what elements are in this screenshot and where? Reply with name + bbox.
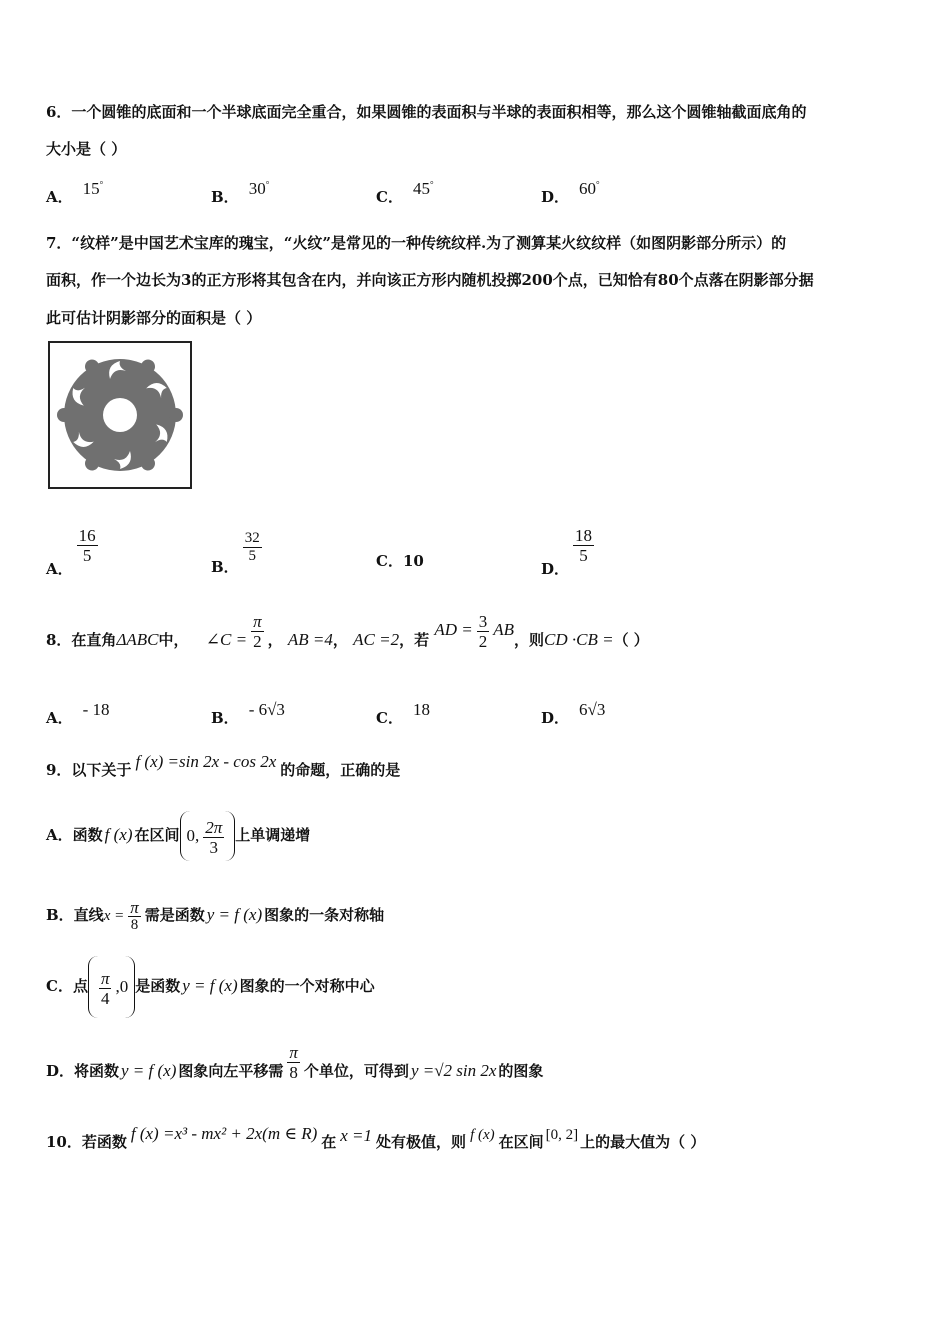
q7-option-d-fraction: $\frac{18}{5}$ [575, 526, 593, 565]
q8-triangle: ΔABC [116, 630, 159, 649]
q7-stem-line2: 面积，作一个边长为3的正方形将其包含在内，并向该正方形内随机投掷200个点，已知恰有80个点落在阴影部分据 [46, 271, 814, 289]
q7-stem-line1: 7．“纹样”是中国艺术宝库的瑰宝，“火纹”是常见的一种传统纹样.为了测算某火纹纹样（如图阴影部分所示）的 [46, 234, 787, 252]
q8-ab: AB =4 [287, 630, 333, 649]
q6-option-c[interactable]: C． 45° [376, 179, 434, 206]
q6-option-c-value: 45° [412, 179, 434, 198]
q9-option-c[interactable]: C．点 $\frac{\pi}{4}$ ,0 是函数 y = f (x) 图象的一个对称中心 [46, 955, 375, 1018]
q7-option-c-value: 10 [402, 552, 424, 570]
q8-option-b-value: - 6√3 [248, 700, 285, 719]
q8-option-a-value: - 18 [82, 700, 110, 719]
q8-ad-fraction: $\frac{3}{2}$ [478, 611, 488, 651]
q8-ac: AC =2 [353, 630, 400, 649]
q8-option-d[interactable]: D． 6√3 [541, 700, 606, 727]
q9-stem: 9．以下关于 f (x) =sin 2x - cos 2x 的命题，正确的是 [46, 752, 401, 779]
q7-option-a[interactable]: A． $\frac{16}{5}$ [46, 526, 96, 578]
q8-option-b[interactable]: B． - 6√3 [211, 700, 285, 727]
q8-ad: AD = [434, 620, 473, 639]
q6-option-a-value: 15° [82, 179, 104, 198]
q8-option-a[interactable]: A． - 18 [46, 700, 110, 727]
q10-stem: 10．若函数 f (x) =x³ - mx² + 2x(m ∈ R) 在 x =1 处有极值，则 f (x) 在区间 [0, 2] 上的最大值为（ ） [46, 1124, 706, 1151]
q10-interval: [0, 2] [545, 1127, 579, 1143]
q9-c-point: $\frac{\pi}{4}$ ,0 [88, 956, 135, 1018]
fire-pattern-figure [48, 341, 192, 489]
q7-option-a-fraction: $\frac{16}{5}$ [78, 526, 96, 565]
q9-function: f (x) =sin 2x - cos 2x [135, 752, 277, 771]
q6-stem-line2: 大小是（ ） [46, 140, 127, 158]
q10-function: f (x) =x³ - mx² + 2x(m ∈ R) [130, 1124, 318, 1143]
q9-option-d[interactable]: D．将函数 y = f (x) 图象向左平移需 $\frac{\pi}{8}$ 个单位，可得到 y =√2 sin 2x 的图象 [46, 1042, 544, 1082]
q9-option-b[interactable]: B．直线x = $\frac{\pi}{8}$ 需是函数 y = f (x) 图象的一条对称轴 [46, 897, 385, 933]
q9-a-interval: 0, $\frac{2\pi}{3}$ [180, 811, 236, 861]
q8-option-c[interactable]: C． 18 [376, 700, 430, 727]
q7-option-c[interactable]: C．10 [376, 552, 424, 570]
q8-angle-fraction: $\frac{\pi}{2}$ [253, 611, 262, 651]
q6-option-a[interactable]: A． 15° [46, 179, 104, 206]
fire-pattern-image [50, 343, 190, 487]
q9-d-result: y =√2 sin 2x [410, 1061, 497, 1080]
q9-option-a[interactable]: A．函数 f (x) 在区间 0, $\frac{2\pi}{3}$ 上单调递增 [46, 810, 310, 861]
fire-pattern-center-circle [103, 398, 137, 432]
q8-option-d-value: 6√3 [579, 700, 606, 719]
q8-dot-product: CD ·CB = [544, 630, 614, 649]
q7-option-b-fraction: $\frac{32}{5}$ [244, 530, 260, 564]
q6-option-b[interactable]: B． 30° [211, 179, 270, 206]
q6-stem-line1: 6．一个圆锥的底面和一个半球底面完全重合，如果圆锥的表面积与半球的表面积相等，那么这个圆锥轴截面底角的 [46, 103, 807, 121]
q6-option-b-value: 30° [248, 179, 270, 198]
q6-option-d[interactable]: D． 60° [541, 179, 600, 206]
q8-option-c-value: 18 [412, 700, 430, 719]
q6-option-d-value: 60° [579, 179, 600, 198]
q7-option-b[interactable]: B． $\frac{32}{5}$ [211, 530, 260, 576]
q7-stem-line3: 此可估计阴影部分的面积是（ ） [46, 309, 262, 327]
q8-stem: 8．在直角ΔABC中， ∠C = $\frac{\pi}{2}$ ， AB =4， AC =2，若 AD = $\frac{3}{2}$ AB，则CD ·CB =（ ） [46, 611, 649, 651]
q7-option-d[interactable]: D． $\frac{18}{5}$ [541, 526, 593, 578]
